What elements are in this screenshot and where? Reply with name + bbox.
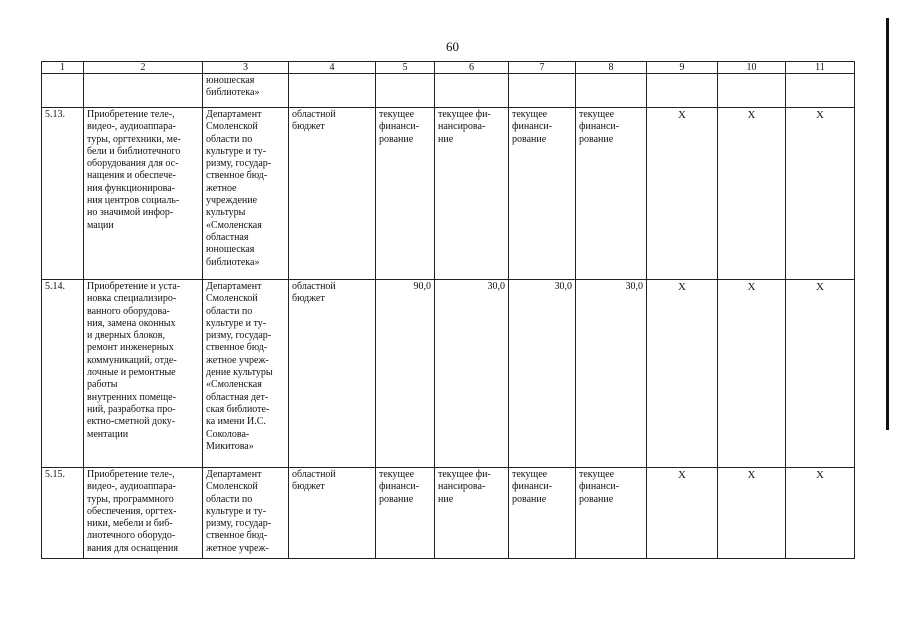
measure-name-cell: Приобретение теле-, видео-, аудиоаппара- туры, оргтехники, ме- бели и библиотечного оборудования для ос- нащения и обеспече- ния функционирова- ния центров социаль- но значимой инфор- мации [84, 108, 203, 280]
table-row [42, 468, 855, 559]
total-cell: 90,0 [376, 280, 435, 468]
year-3-cell: текущее финанси- рование [576, 468, 647, 559]
scan-edge-line [886, 18, 889, 430]
indicator-cell: Х [786, 280, 855, 468]
year-3-cell: текущее финанси- рование [576, 108, 647, 280]
column-number: 10 [718, 62, 786, 74]
table-row [42, 280, 855, 468]
row-number: 5.15. [42, 468, 84, 559]
indicator-cell: Х [647, 108, 718, 280]
indicator-cell: Х [786, 108, 855, 280]
indicator-cell: Х [718, 108, 786, 280]
executor-cell: Департамент Смоленской области по культуре и ту- ризму, государ- ственное бюд- жетное учреж- дение культуры «Смоленская областная дет- ская библиоте- ка имени И.С. Соколова- Микитова» [203, 280, 289, 468]
total-cell: текущее финанси- рование [376, 108, 435, 280]
year-1-cell: текущее фи- нансирова- ние [435, 108, 509, 280]
program-table [41, 61, 855, 559]
indicator-cell: Х [647, 468, 718, 559]
empty-cell [718, 74, 786, 108]
executor-cell: юношеская библиотека» [203, 74, 289, 108]
measure-name-cell: Приобретение и уста- новка специализиро- ванного оборудова- ния, замена оконных и дверных блоков, ремонт инженерных коммуникаций, отде- лочные и ремонтные работы внутренних помеще- ний, разработка про- ектно-сметной доку- ментации [84, 280, 203, 468]
row-number: 5.13. [42, 108, 84, 280]
page-number: 60 [446, 39, 459, 54]
indicator-cell: Х [718, 280, 786, 468]
continuation-row [42, 74, 855, 108]
funding-source-cell: областной бюджет [289, 468, 376, 559]
empty-cell [647, 74, 718, 108]
funding-source-cell: областной бюджет [289, 280, 376, 468]
column-number: 9 [647, 62, 718, 74]
column-number: 7 [509, 62, 576, 74]
column-number: 3 [203, 62, 289, 74]
year-2-cell: текущее финанси- рование [509, 108, 576, 280]
total-cell: текущее финанси- рование [376, 468, 435, 559]
column-number: 5 [376, 62, 435, 74]
column-number-row [42, 62, 855, 74]
empty-cell [84, 74, 203, 108]
empty-cell [576, 74, 647, 108]
indicator-cell: Х [786, 468, 855, 559]
empty-cell [786, 74, 855, 108]
empty-cell [509, 74, 576, 108]
measure-name-cell: Приобретение теле-, видео-, аудиоаппара- туры, программного обеспечения, оргтех- ники, мебели и биб- лиотечного оборудо- вания для оснащения [84, 468, 203, 559]
empty-cell [435, 74, 509, 108]
year-1-cell: текущее фи- нансирова- ние [435, 468, 509, 559]
empty-cell [289, 74, 376, 108]
empty-cell [42, 74, 84, 108]
column-number: 11 [786, 62, 855, 74]
funding-source-cell: областной бюджет [289, 108, 376, 280]
executor-cell: Департамент Смоленской области по культуре и ту- ризму, государ- ственное бюд- жетное учреж- [203, 468, 289, 559]
indicator-cell: Х [647, 280, 718, 468]
column-number: 6 [435, 62, 509, 74]
year-1-cell: 30,0 [435, 280, 509, 468]
column-number: 2 [84, 62, 203, 74]
column-number: 1 [42, 62, 84, 74]
column-number: 4 [289, 62, 376, 74]
empty-cell [376, 74, 435, 108]
column-number: 8 [576, 62, 647, 74]
year-2-cell: 30,0 [509, 280, 576, 468]
indicator-cell: Х [718, 468, 786, 559]
executor-cell: Департамент Смоленской области по культуре и ту- ризму, государ- ственное бюд- жетное учреждение культуры «Смоленская областная юношеская библиотека» [203, 108, 289, 280]
row-number: 5.14. [42, 280, 84, 468]
year-2-cell: текущее финанси- рование [509, 468, 576, 559]
table-row [42, 108, 855, 280]
year-3-cell: 30,0 [576, 280, 647, 468]
